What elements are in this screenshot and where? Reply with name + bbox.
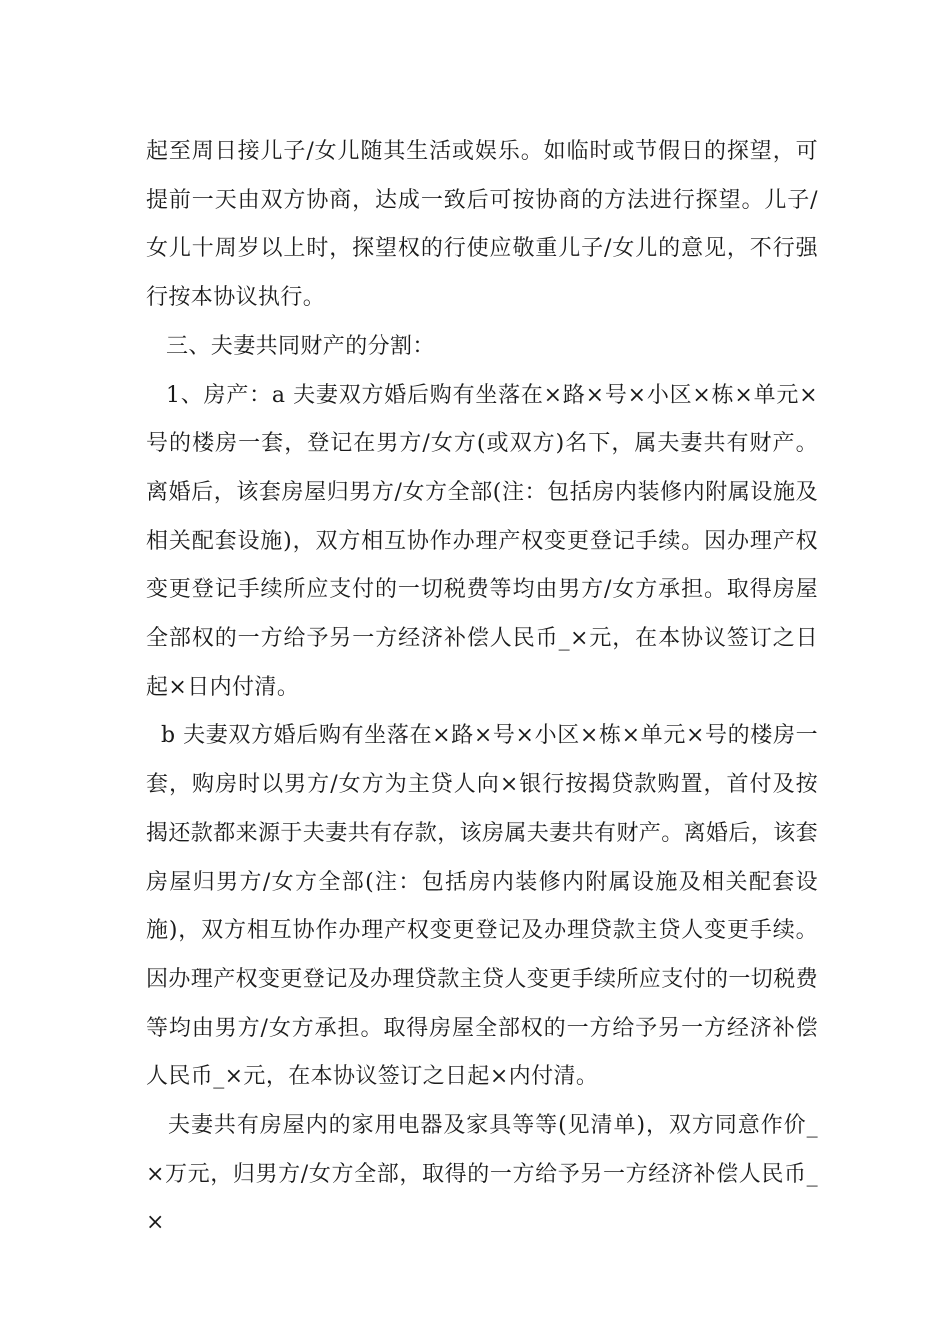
- paragraph-real-estate-b: b 夫妻双方婚后购有坐落在×路×号×小区×栋×单元×号的楼房一套，购房时以男方/女方为主贷人向×银行按揭贷款购置，首付及按揭还款都来源于夫妻共有存款，该房属夫妻共有财产。离婚后，该套房屋归男方/女方全部(注：包括房内装修内附属设施及相关配套设施)，双方相互协作办理产权变更登记及办理贷款主贷人变更手续。因办理产权变更登记及办理贷款主贷人变更手续所应支付的一切税费等均由男方/女方承担。取得房屋全部权的一方给予另一方经济补偿人民币_×元，在本协议签订之日起×内付清。: [146, 723, 819, 1090]
- document-body: [146, 128, 818, 1248]
- paragraph-household-items: 夫妻共有房屋内的家用电器及家具等等(见清单)，双方同意作价_×万元，归男方/女方全部，取得的一方给予另一方经济补偿人民币_×: [146, 1113, 818, 1236]
- paragraph-real-estate-a: 1、房产：a 夫妻双方婚后购有坐落在×路×号×小区×栋×单元×号的楼房一套，登记在男方/女方(或双方)名下，属夫妻共有财产。离婚后，该套房屋归男方/女方全部(注：包括房内装修内附属设施及相关配套设施)，双方相互协作办理产权变更登记手续。因办理产权变更登记手续所应支付的一切税费等均由男方/女方承担。取得房屋全部权的一方给予另一方经济补偿人民币_×元，在本协议签订之日起×日内付清。: [146, 382, 818, 700]
- section-heading-property-division: 三、夫妻共同财产的分割：: [166, 333, 435, 359]
- paragraph-visitation-continued: 起至周日接儿子/女儿随其生活或娱乐。如临时或节假日的探望，可提前一天由双方协商，达成一致后可按协商的方法进行探望。儿子/女儿十周岁以上时，探望权的行使应敬重儿子/女儿的意见，不行强行按本协议执行。: [146, 139, 818, 311]
